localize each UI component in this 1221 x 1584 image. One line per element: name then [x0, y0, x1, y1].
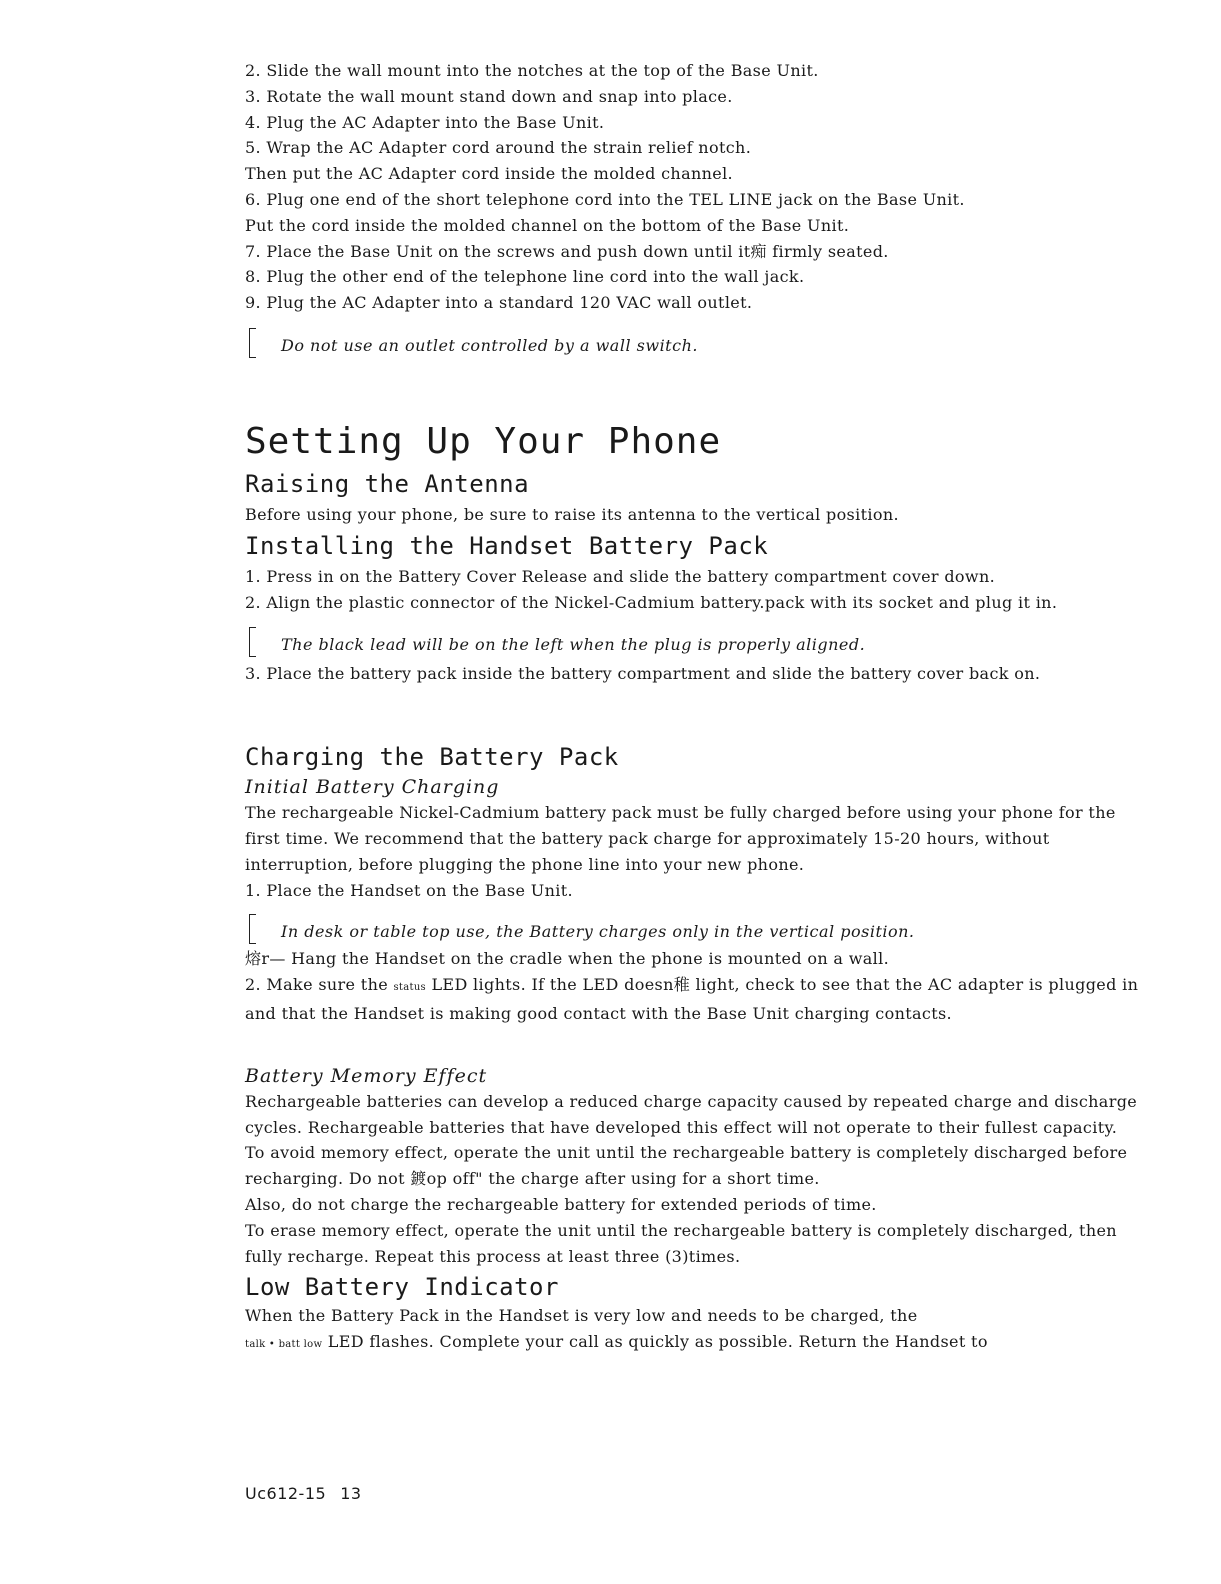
memory-paragraph-2: To avoid memory effect, operate the unit until the rechargeable battery is completely discharged before recharging. Do not 鍍op off" the charge after using for a short time.	[245, 1143, 1128, 1189]
note-bracket-icon	[249, 627, 256, 657]
charging-step2-start: 2. Make sure the	[245, 975, 389, 995]
battery-install-heading: Installing the Handset Battery Pack	[245, 531, 769, 560]
initial-charging-subheading: Initial Battery Charging	[245, 776, 500, 799]
battery-install-step1: 1. Press in on the Battery Cover Release and slide the battery compartment cover down.	[245, 566, 996, 586]
note-bracket-icon	[249, 328, 256, 358]
note-outlet	[245, 333, 1150, 358]
intro-step-4: 4. Plug the AC Adapter into the Base Unit.	[245, 112, 605, 132]
intro-step-7: 7. Place the Base Unit on the screws and push down until it痴 firmly seated.	[245, 241, 889, 261]
intro-step-8: 8. Plug the other end of the telephone line cord into the wall jack.	[245, 267, 805, 287]
charging-step2	[245, 972, 1150, 1027]
page-number: 13	[340, 1484, 362, 1503]
memory-effect-subheading: Battery Memory Effect	[245, 1064, 488, 1087]
battery-install-step2: 2. Align the plastic connector of the Nickel-Cadmium battery.pack with its socket and plug it in.	[245, 592, 1058, 612]
note-black-lead-text: The black lead will be on the left when the plug is properly aligned.	[281, 635, 866, 655]
antenna-heading: Raising the Antenna	[245, 469, 530, 498]
status-led-label: status	[393, 982, 426, 994]
wall-mount-line: 熔r— Hang the Handset on the cradle when the phone is mounted on a wall.	[245, 949, 890, 969]
charging-heading: Charging the Battery Pack	[245, 743, 619, 772]
model-number: Uc612-15	[245, 1484, 327, 1503]
charging-step1: 1. Place the Handset on the Base Unit.	[245, 880, 573, 900]
page-title: Setting Up Your Phone	[245, 420, 722, 462]
note-outlet-text: Do not use an outlet controlled by a wall switch.	[281, 335, 698, 355]
intro-step-9: 9. Plug the AC Adapter into a standard 120 VAC wall outlet.	[245, 293, 753, 313]
charging-step2-end: LED lights. If the LED doesn稚 light, check to see that the AC adapter is plugged in and that the Handset is making good contact with the Base Unit charging contacts.	[245, 975, 1139, 1023]
intro-step-2: 2. Slide the wall mount into the notches at the top of the Base Unit.	[245, 61, 819, 80]
note-black-lead	[245, 632, 1150, 657]
low-battery-heading: Low Battery Indicator	[245, 1273, 559, 1302]
initial-charging-paragraph: The rechargeable Nickel-Cadmium battery pack must be fully charged before using your phone for the first time. We recommend that the battery pack charge for approximately 15-20 hours, without interruption, before plugging the phone line into your new phone.	[245, 803, 1116, 874]
memory-paragraph-3: Also, do not charge the rechargeable battery for extended periods of time.	[245, 1194, 877, 1214]
low-battery-line2	[245, 1329, 1150, 1358]
note-desk-use-text: In desk or table top use, the Battery charges only in the vertical position.	[281, 922, 915, 942]
intro-step-6: 6. Plug one end of the short telephone cord into the TEL LINE jack on the Base Unit.	[245, 189, 965, 209]
intro-step-6-cont: Put the cord inside the molded channel on the bottom of the Base Unit.	[245, 215, 850, 235]
low-battery-line2-text: LED flashes. Complete your call as quickly as possible. Return the Handset to	[327, 1332, 988, 1352]
memory-paragraph-1: Rechargeable batteries can develop a reduced charge capacity caused by repeated charge and discharge cycles. Rechargeable batteries that have developed this effect will not operate to their fullest capacity.	[245, 1091, 1138, 1137]
intro-step-3: 3. Rotate the wall mount stand down and snap into place.	[245, 86, 733, 106]
intro-step-list	[245, 58, 1150, 316]
memory-paragraph-4: To erase memory effect, operate the unit until the rechargeable battery is completely discharged, then fully recharge. Repeat this process at least three (3)times.	[245, 1220, 1117, 1266]
page-footer	[245, 1484, 362, 1503]
antenna-text: Before using your phone, be sure to raise its antenna to the vertical position.	[245, 504, 899, 524]
intro-step-5-cont: Then put the AC Adapter cord inside the molded channel.	[245, 164, 733, 184]
low-battery-line1: When the Battery Pack in the Handset is very low and needs to be charged, the	[245, 1306, 918, 1326]
note-desk-use	[245, 919, 1150, 944]
talk-batt-low-led-label: talk • batt low	[245, 1339, 323, 1351]
note-bracket-icon	[249, 914, 256, 944]
battery-install-step3: 3. Place the battery pack inside the battery compartment and slide the battery cover back on.	[245, 664, 1041, 684]
intro-step-5: 5. Wrap the AC Adapter cord around the strain relief notch.	[245, 138, 752, 158]
page-content	[245, 58, 1150, 1358]
